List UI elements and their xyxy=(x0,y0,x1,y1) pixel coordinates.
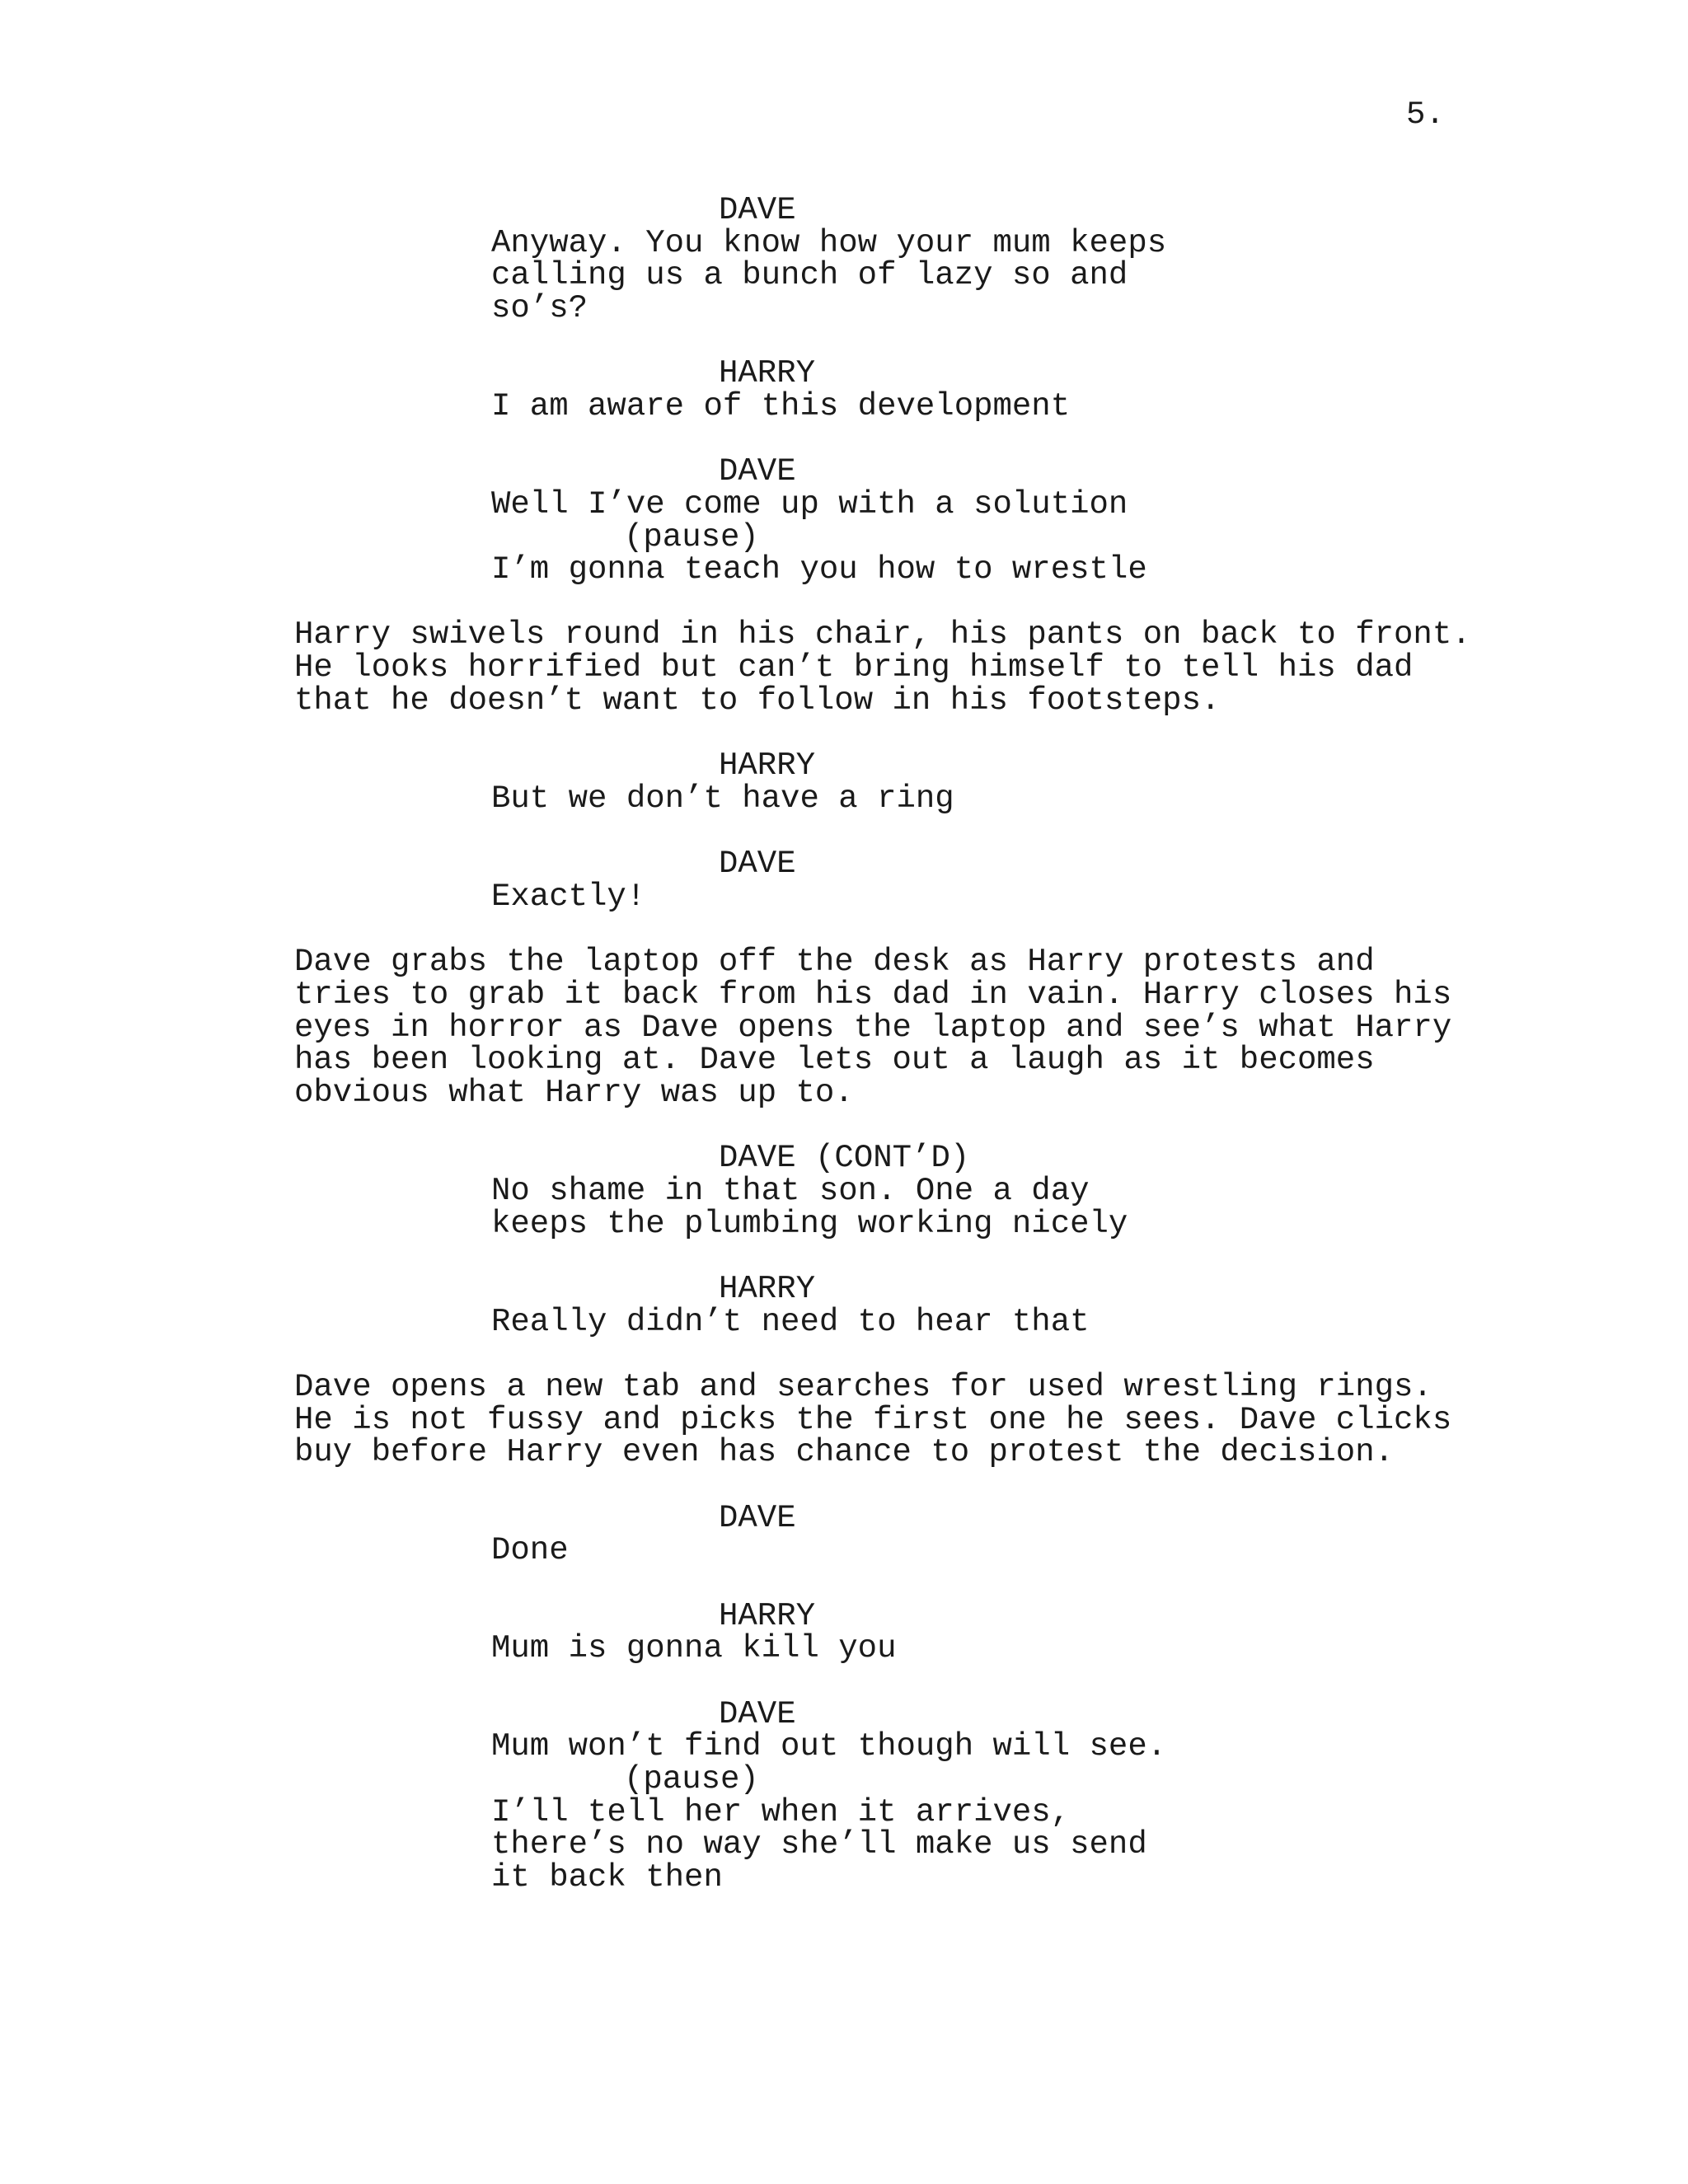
character-cue: DAVE xyxy=(719,846,796,882)
dialogue-line: Done xyxy=(491,1532,569,1568)
dialogue-line: But we don’t have a ring xyxy=(491,780,954,817)
dialogue-line: it back then xyxy=(491,1859,723,1896)
dialogue-line: Really didn’t need to hear that xyxy=(491,1304,1090,1340)
dialogue-line: I’ll tell her when it arrives, xyxy=(491,1794,1071,1830)
character-cue: HARRY xyxy=(719,355,816,391)
dialogue-line: so’s? xyxy=(491,290,588,326)
action-line: Harry swivels round in his chair, his pants on back to front. xyxy=(294,616,1471,653)
dialogue-line: Mum is gonna kill you xyxy=(491,1630,897,1666)
action-line: obvious what Harry was up to. xyxy=(294,1075,854,1111)
action-line: Dave grabs the laptop off the desk as Harry protests and xyxy=(294,944,1375,980)
character-cue: DAVE (CONT’D) xyxy=(719,1140,970,1176)
character-cue: HARRY xyxy=(719,1271,816,1307)
dialogue-line: keeps the plumbing working nicely xyxy=(491,1206,1128,1242)
parenthetical: (pause) xyxy=(624,1761,759,1797)
character-cue: HARRY xyxy=(719,1598,816,1634)
action-line: He looks horrified but can’t bring himself to tell his dad xyxy=(294,649,1414,686)
dialogue-line: calling us a bunch of lazy so and xyxy=(491,257,1128,293)
action-line: buy before Harry even has chance to protest the decision. xyxy=(294,1434,1395,1470)
action-line: He is not fussy and picks the first one he sees. Dave clicks xyxy=(294,1402,1452,1438)
page-number: 5. xyxy=(1406,96,1445,133)
dialogue-line: there’s no way she’ll make us send xyxy=(491,1826,1147,1863)
dialogue-line: Mum won’t find out though will see. xyxy=(491,1728,1167,1765)
action-line: eyes in horror as Dave opens the laptop and see’s what Harry xyxy=(294,1010,1452,1046)
character-cue: HARRY xyxy=(719,748,816,784)
parenthetical: (pause) xyxy=(624,519,759,555)
dialogue-line: I’m gonna teach you how to wrestle xyxy=(491,551,1147,588)
dialogue-line: Anyway. You know how your mum keeps xyxy=(491,225,1167,261)
action-line: that he doesn’t want to follow in his footsteps. xyxy=(294,682,1221,719)
dialogue-line: Exactly! xyxy=(491,879,646,915)
character-cue: DAVE xyxy=(719,1696,796,1732)
character-cue: DAVE xyxy=(719,192,796,228)
action-line: tries to grab it back from his dad in vain. Harry closes his xyxy=(294,977,1452,1013)
character-cue: DAVE xyxy=(719,1500,796,1536)
dialogue-line: I am aware of this development xyxy=(491,388,1071,424)
action-line: Dave opens a new tab and searches for used wrestling rings. xyxy=(294,1369,1432,1405)
action-line: has been looking at. Dave lets out a laugh as it becomes xyxy=(294,1042,1375,1078)
character-cue: DAVE xyxy=(719,453,796,490)
dialogue-line: Well I’ve come up with a solution xyxy=(491,486,1128,523)
dialogue-line: No shame in that son. One a day xyxy=(491,1173,1090,1209)
